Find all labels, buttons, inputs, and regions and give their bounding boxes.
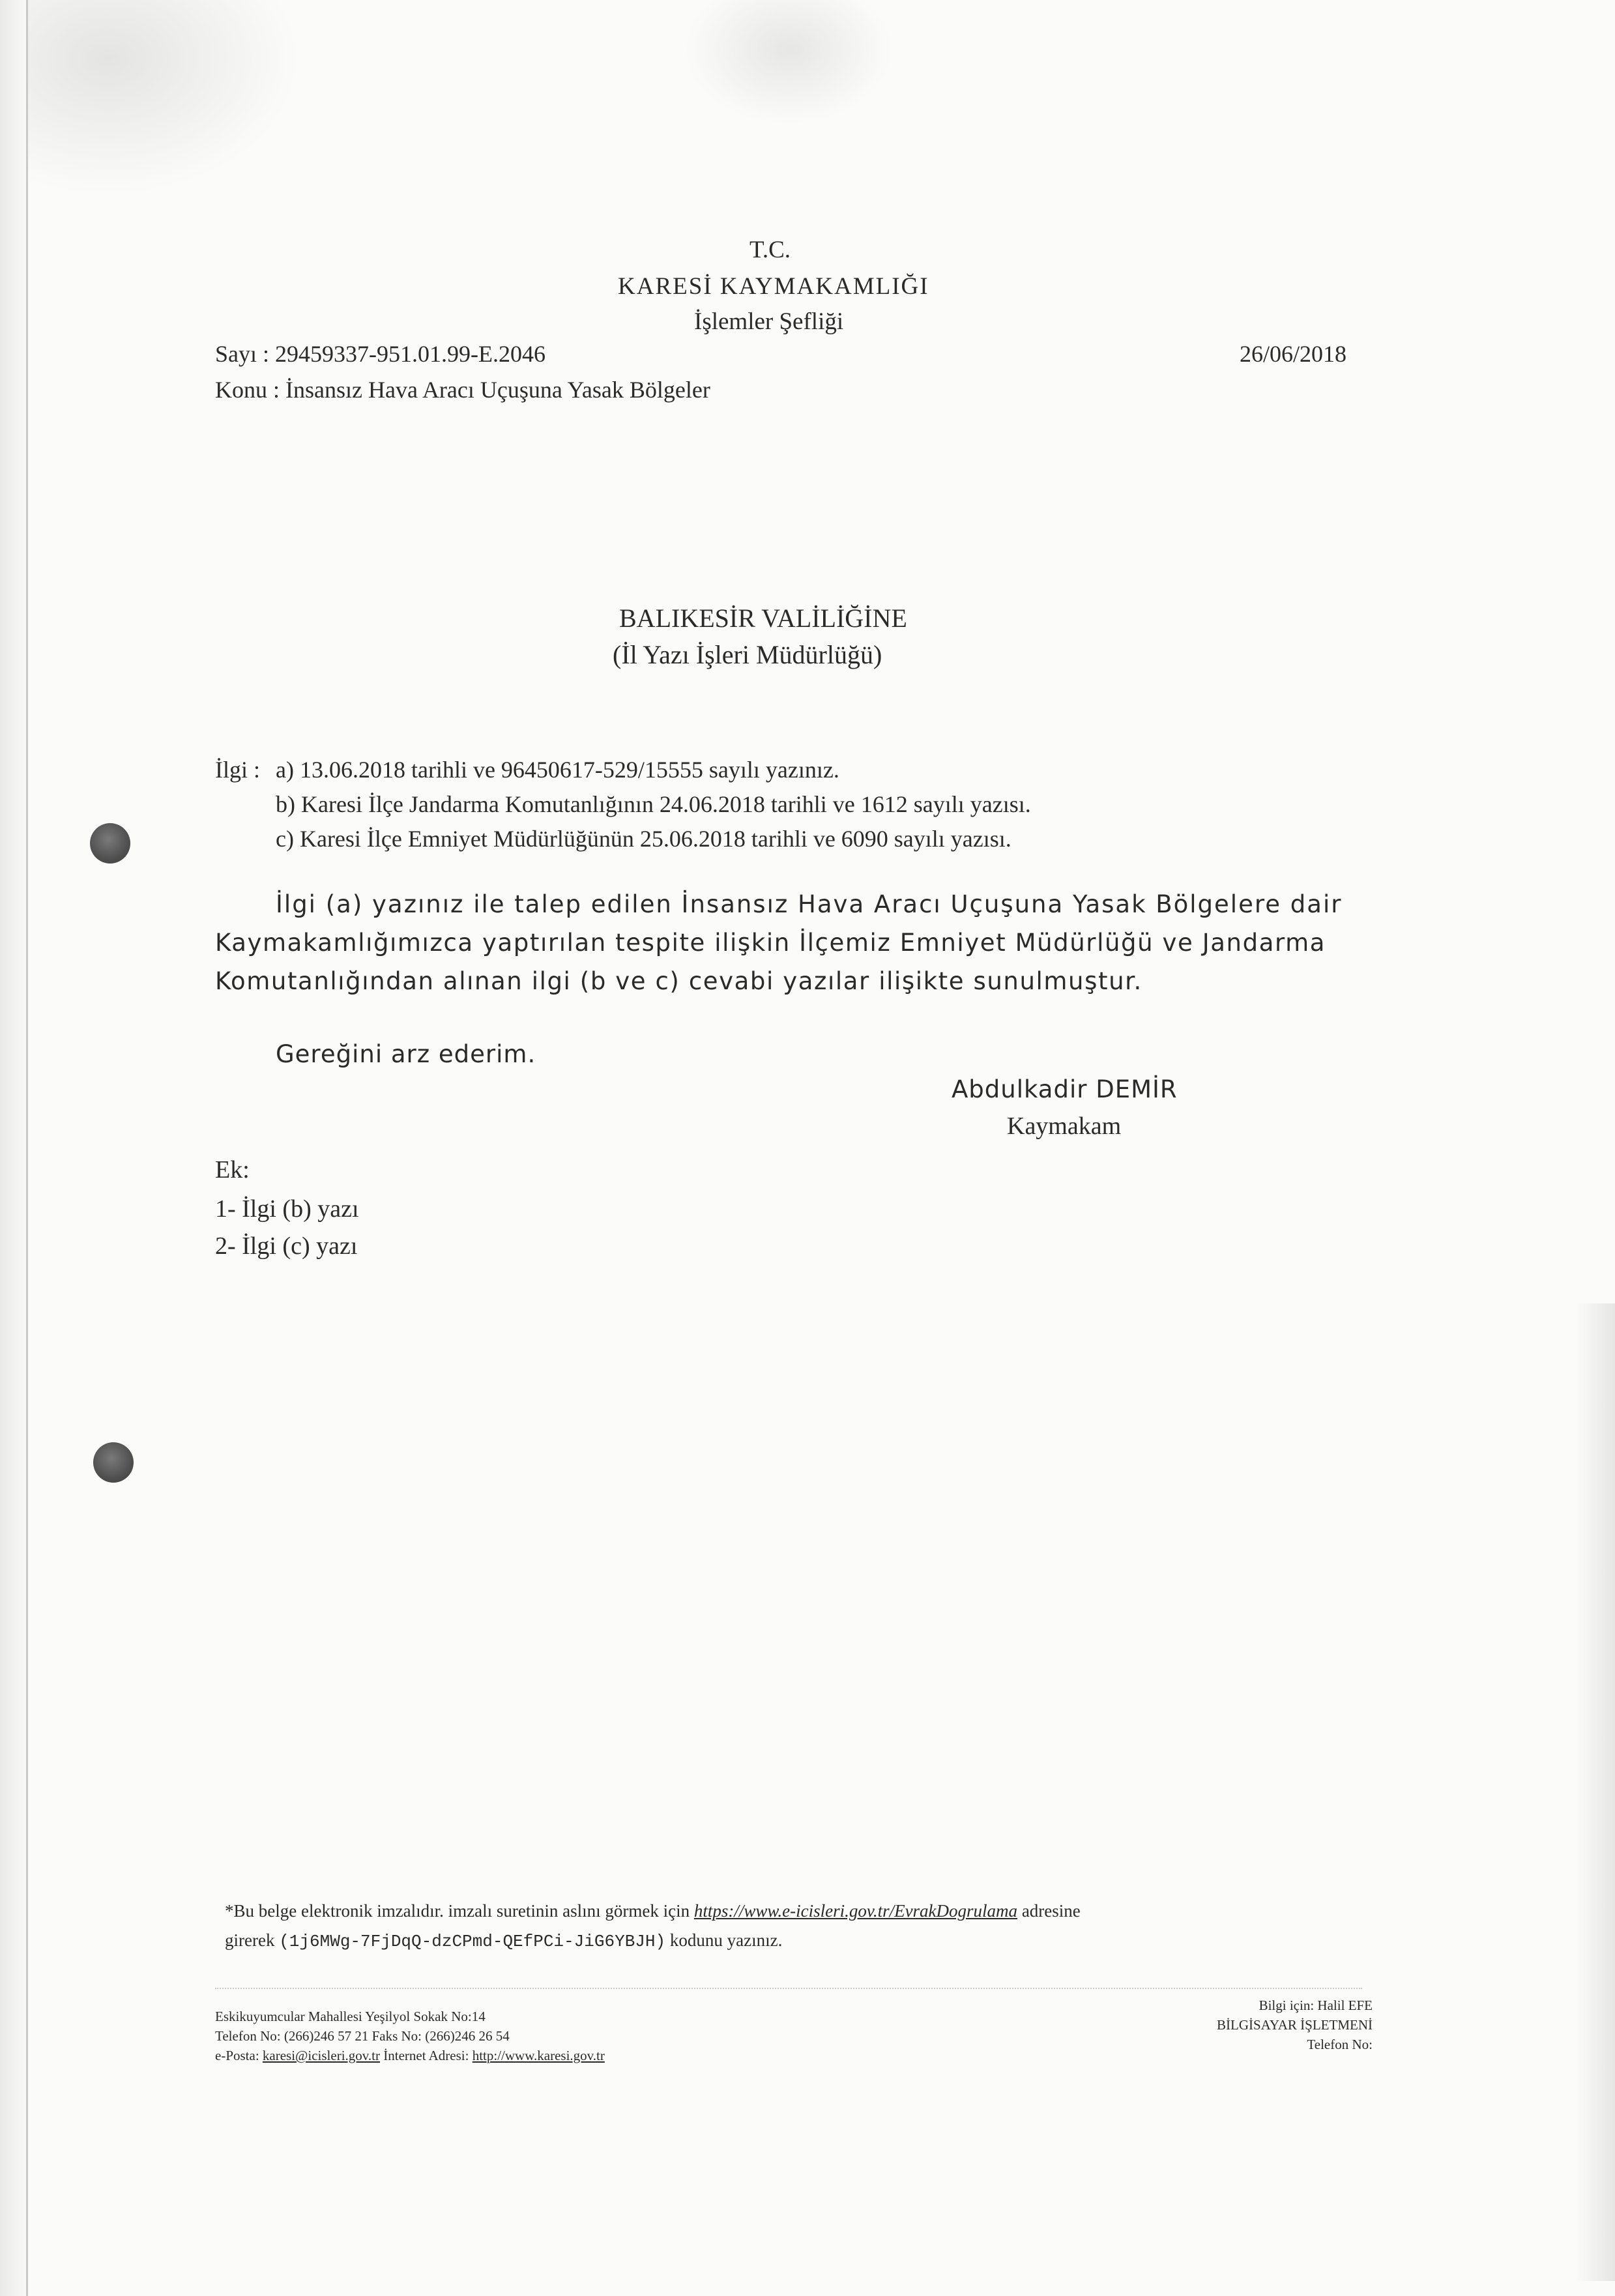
- verification-text: adresine: [1021, 1901, 1081, 1921]
- footer-info-phone: Telefon No:: [1307, 2037, 1373, 2052]
- recipient-unit: (İl Yazı İşleri Müdürlüğü): [613, 640, 882, 669]
- footer-info-contact: Bilgi için: Halil EFE: [1259, 1998, 1373, 2013]
- verification-line-1: [225, 1901, 1081, 1921]
- body-line: Komutanlığından alınan ilgi (b ve c) cevabi yazılar ilişikte sunulmuştur.: [215, 967, 1142, 995]
- konu-value: : İnsansız Hava Aracı Uçuşuna Yasak Bölgeler: [273, 377, 710, 403]
- footer-email-link[interactable]: karesi@icisleri.gov.tr: [262, 2048, 380, 2063]
- body-line: Kaymakamlığımızca yaptırılan tespite ilişkin İlçemiz Emniyet Müdürlüğü ve Jandarma: [215, 929, 1326, 957]
- verification-code: (1j6MWg-7FjDqQ-dzCPmd-QEfPCi-JiG6YBJH): [279, 1932, 666, 1951]
- verification-link[interactable]: https://www.e-icisleri.gov.tr/EvrakDogrulama: [693, 1901, 1018, 1921]
- footer-info-role: BİLGİSAYAR İŞLETMENİ: [1217, 2017, 1373, 2033]
- ilgi-label: İlgi :: [215, 757, 260, 783]
- sayi-label: Sayı: [215, 341, 257, 367]
- footer-web-link[interactable]: http://www.karesi.gov.tr: [472, 2048, 605, 2063]
- footer-address: Eskikuyumcular Mahallesi Yeşilyol Sokak No:14: [215, 2009, 486, 2024]
- footer-phone: Telefon No: (266)246 57 21 Faks No: (266)246 26 54: [215, 2028, 510, 2044]
- verification-text: kodunu yazınız.: [669, 1930, 783, 1950]
- punch-hole: [90, 823, 130, 864]
- header-institution: KARESİ KAYMAKAMLIĞI: [618, 273, 929, 300]
- scan-edge-line: [26, 0, 28, 2296]
- closing-text: Gereğini arz ederim.: [276, 1040, 536, 1068]
- verification-line-2: [225, 1930, 782, 1951]
- header-tc: T.C.: [749, 237, 791, 263]
- recipient-name: BALIKESİR VALİLİĞİNE: [619, 603, 907, 633]
- footer-divider: [215, 1988, 1362, 1989]
- verification-text: girerek: [225, 1930, 275, 1950]
- scan-smudge: [684, 0, 893, 124]
- attachment-item: 1- İlgi (b) yazı: [215, 1195, 359, 1223]
- attachments-label: Ek:: [215, 1156, 250, 1184]
- footer-web-label: İnternet Adresi:: [383, 2048, 469, 2063]
- verification-text: *Bu belge elektronik imzalıdır. imzalı suretinin aslını görmek için: [225, 1901, 690, 1921]
- scan-smudge: [26, 0, 300, 196]
- signatory-title: Kaymakam: [1007, 1112, 1122, 1140]
- ilgi-item-c: c) Karesi İlçe Emniyet Müdürlüğünün 25.06.2018 tarihli ve 6090 sayılı yazısı.: [276, 826, 1011, 852]
- scan-smudge: [1576, 1303, 1615, 2281]
- footer-online: [215, 2048, 605, 2064]
- konu-label: Konu: [215, 377, 267, 403]
- attachment-item: 2- İlgi (c) yazı: [215, 1232, 358, 1260]
- footer-email-label: e-Posta:: [215, 2048, 259, 2063]
- body-line: İlgi (a) yazınız ile talep edilen İnsansız Hava Aracı Uçuşuna Yasak Bölgelere dair: [276, 890, 1343, 918]
- sayi-line: [215, 340, 546, 368]
- ilgi-item-b: b) Karesi İlçe Jandarma Komutanlığının 24.06.2018 tarihli ve 1612 sayılı yazısı.: [276, 791, 1031, 817]
- sayi-value: : 29459337-951.01.99-E.2046: [263, 341, 546, 367]
- document-date: 26/06/2018: [1240, 341, 1347, 367]
- signatory-name: Abdulkadir DEMİR: [952, 1075, 1178, 1103]
- punch-hole: [93, 1442, 134, 1483]
- header-department: İşlemler Şefliği: [694, 308, 844, 335]
- konu-line: [215, 376, 710, 403]
- ilgi-item-a: a) 13.06.2018 tarihli ve 96450617-529/15555 sayılı yazınız.: [276, 757, 839, 783]
